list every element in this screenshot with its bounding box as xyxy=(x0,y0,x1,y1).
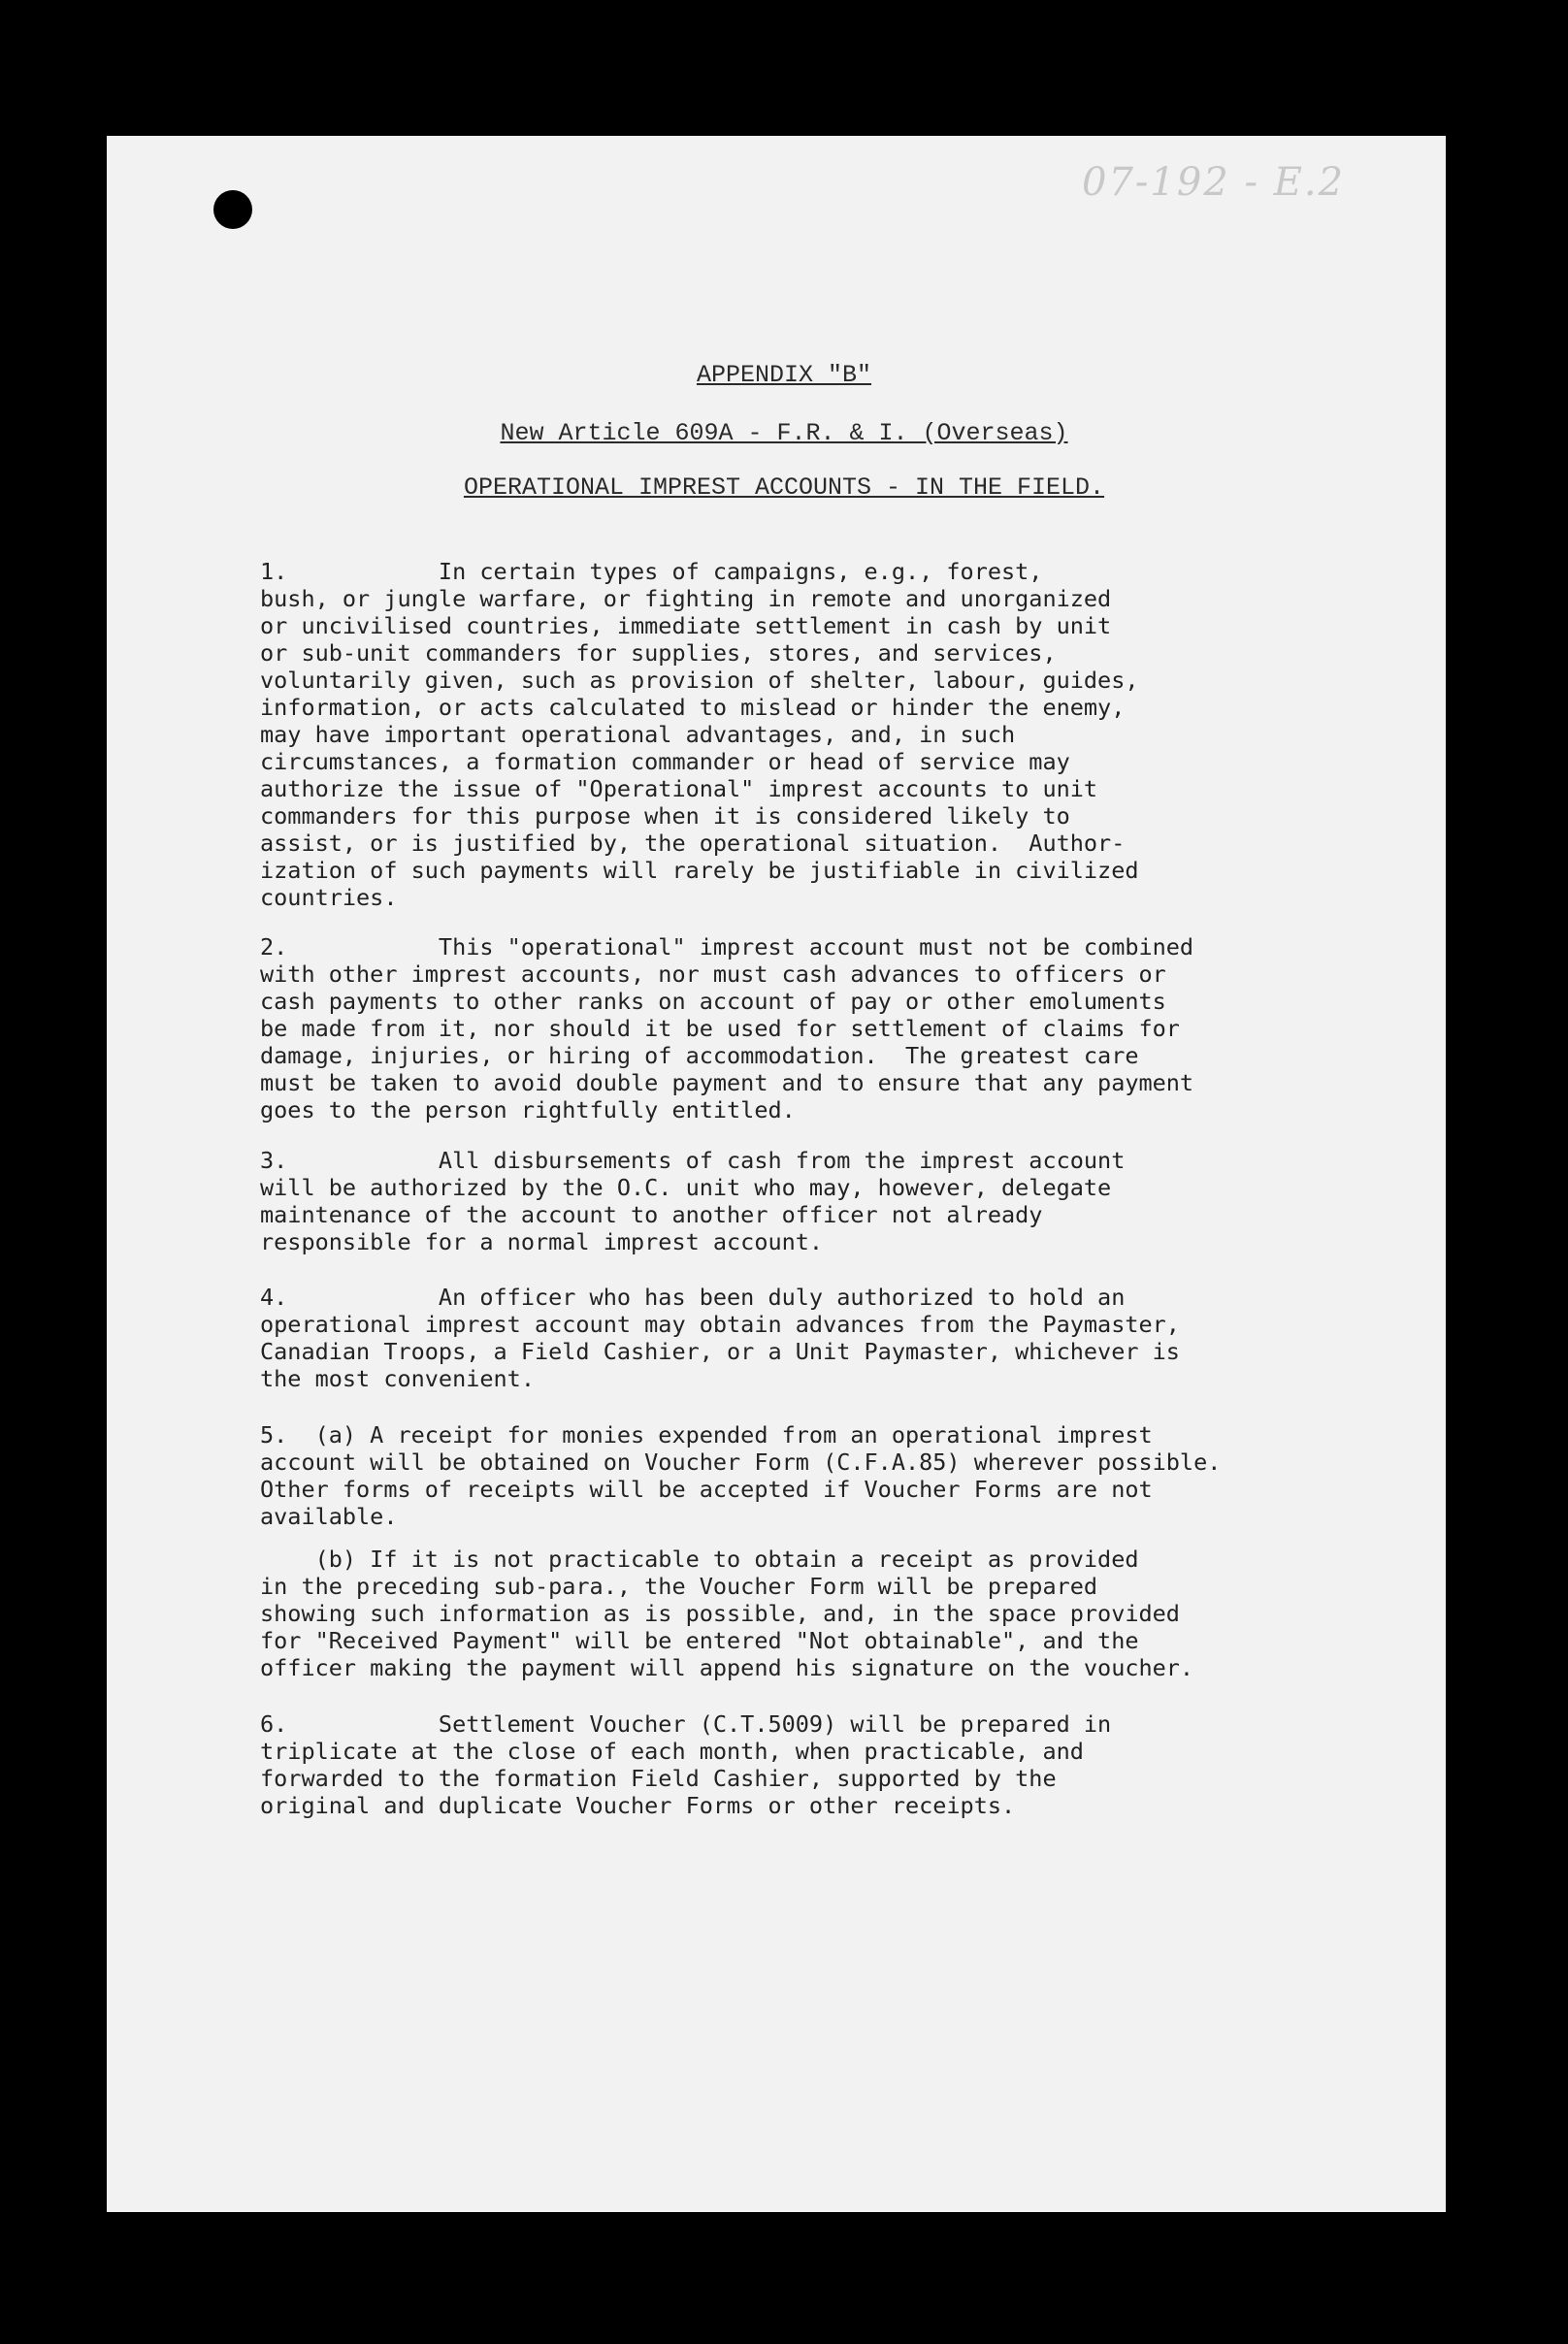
handwritten-reference: 07-192 - E.2 xyxy=(1082,160,1346,205)
paragraph-2: 2. This "operational" imprest account must not be combined with other imprest accounts, nor must cash advances to officers or cash payments to other ranks on account of pay or other emoluments be made from it, nor should it be used for settlement of claims for damage, injuries, or hiring of accommodation. The greatest care must be taken to avoid double payment and to ensure that any payment goes to the person rightfully entitled. xyxy=(260,933,1194,1123)
paragraph-5b: (b) If it is not practicable to obtain a receipt as provided in the preceding sub-para., the Voucher Form will be prepared showing such information as is possible, and, in the space provided for "Received Payment" will be entered "Not obtainable", and the officer making the payment will append his signature on the voucher. xyxy=(260,1546,1194,1681)
paragraph-4: 4. An officer who has been duly authorized to hold an operational imprest account may obtain advances from the Paymaster, Canadian Troops, a Field Cashier, or a Unit Paymaster, whichever is the most convenient. xyxy=(260,1284,1180,1392)
paragraph-3: 3. All disbursements of cash from the imprest account will be authorized by the O.C. unit who may, however, delegate maintenance of the account to another officer not already responsible for a normal imprest account. xyxy=(260,1147,1126,1255)
article-heading: New Article 609A - F.R. & I. (Overseas) xyxy=(500,419,1068,447)
document-title: OPERATIONAL IMPREST ACCOUNTS - IN THE FIELD. xyxy=(463,473,1105,502)
paragraph-6: 6. Settlement Voucher (C.T.5009) will be prepared in triplicate at the close of each month, when practicable, and forwarded to the formation Field Cashier, supported by the original and duplicate Voucher Forms or other receipts. xyxy=(260,1710,1112,1819)
paragraph-5a: 5. (a) A receipt for monies expended from an operational imprest account will be obtained on Voucher Form (C.F.A.85) wherever possible. Other forms of receipts will be accepted if Voucher Forms are not available. xyxy=(260,1421,1222,1530)
paragraph-1: 1. In certain types of campaigns, e.g., forest, bush, or jungle warfare, or fighting in remote and unorganized or uncivilised countries, immediate settlement in cash by unit or sub-unit commanders for supplies, stores, and services, voluntarily given, such as provision of shelter, labour, guides, information, or acts calculated to mislead or hinder the enemy, may have important operational advantages, and, in such circumstances, a formation commander or head of service may authorize the issue of "Operational" imprest accounts to unit commanders for this purpose when it is considered likely to assist, or is justified by, the operational situation. Author- ization of such payments will rarely be justifiable in civilized countries. xyxy=(260,558,1139,911)
appendix-heading: APPENDIX "B" xyxy=(696,361,872,389)
punch-hole xyxy=(213,190,252,229)
